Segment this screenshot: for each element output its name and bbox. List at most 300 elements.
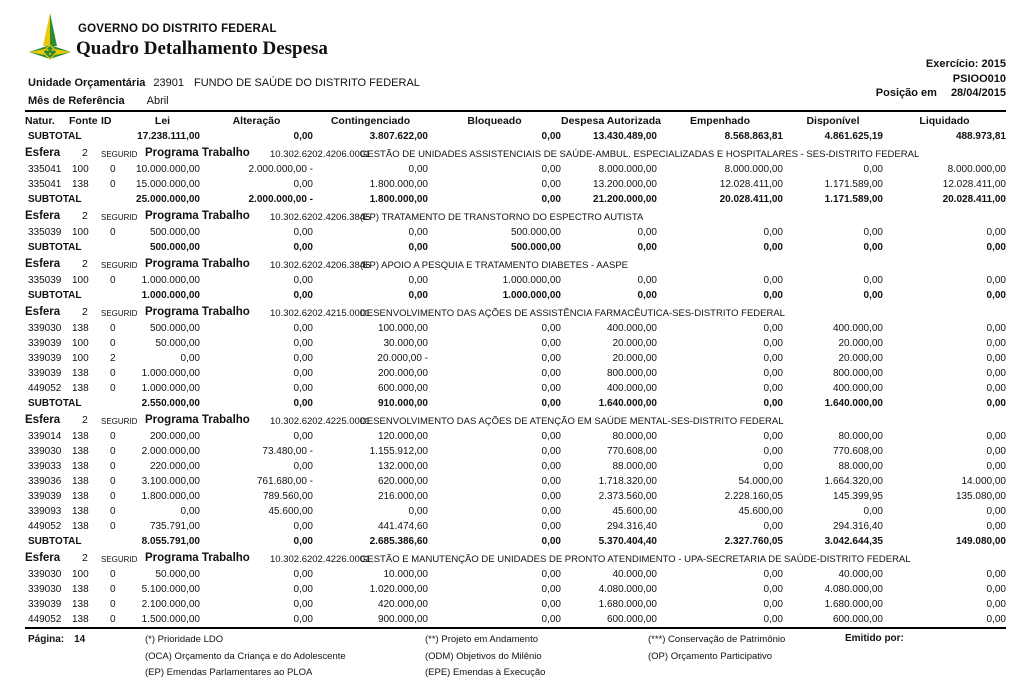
value-cell: 620.000,00 — [377, 476, 428, 487]
table-row — [25, 429, 1006, 444]
value-cell: 50.000,00 — [155, 569, 200, 580]
value-cell: 761.680,00 - — [256, 476, 313, 487]
column-header: Despesa Autorizada — [561, 115, 661, 127]
esfera-label: Esfera — [25, 210, 61, 222]
value-cell: 1.020.000,00 — [369, 584, 428, 595]
value-cell: 0,00 — [863, 506, 883, 517]
mes-referencia-line — [28, 95, 169, 107]
subtotal-value: 2.550.000,00 — [141, 398, 200, 409]
value-cell: 0,00 — [293, 461, 313, 472]
id-cell: 0 — [110, 368, 116, 379]
value-cell: 400.000,00 — [832, 323, 883, 334]
table-row — [25, 225, 1006, 240]
value-cell: 5.100.000,00 — [141, 584, 200, 595]
value-cell: 1.000.000,00 — [141, 383, 200, 394]
value-cell: 45.600,00 — [268, 506, 313, 517]
esfera-row — [25, 303, 1006, 321]
unidade-label: Unidade Orçamentária — [28, 77, 146, 89]
value-cell: 0,00 — [293, 338, 313, 349]
subtotal-value: 0,00 — [986, 398, 1006, 409]
table-row — [25, 489, 1006, 504]
esfera-value: 2 — [82, 306, 88, 318]
legend-item: (OCA) Orçamento da Criança e do Adolescente — [145, 650, 346, 662]
value-cell: 0,00 — [986, 383, 1006, 394]
page-number: 14 — [74, 634, 86, 645]
table-row — [25, 504, 1006, 519]
legend-item: (EPE) Emendas à Execução — [425, 667, 546, 678]
programa-trabalho-label: Programa Trabalho — [145, 210, 250, 222]
value-cell: 1.500.000,00 — [141, 614, 200, 625]
subtotal-value: 1.640.000,00 — [824, 398, 883, 409]
id-cell: 0 — [110, 164, 116, 175]
esfera-label: Esfera — [25, 258, 61, 270]
fonte-cell: 138 — [72, 368, 89, 379]
value-cell: 2.373.560,00 — [598, 491, 657, 502]
fonte-cell: 100 — [72, 227, 89, 238]
value-cell: 40.000,00 — [838, 569, 883, 580]
subtotal-value: 20.028.411,00 — [719, 194, 783, 205]
value-cell: 0,00 — [986, 584, 1006, 595]
legend-column-1 — [145, 632, 346, 681]
value-cell: 2.228.160,05 — [724, 491, 783, 502]
value-cell: 0,00 — [986, 431, 1006, 442]
natureza-cell: 339033 — [28, 461, 62, 472]
value-cell: 15.000.000,00 — [136, 179, 200, 190]
value-cell: 14.000,00 — [961, 476, 1006, 487]
natureza-cell: 339039 — [28, 353, 62, 364]
value-cell: 1.800.000,00 — [369, 179, 428, 190]
value-cell: 0,00 — [763, 383, 783, 394]
table-row — [25, 519, 1006, 534]
value-cell: 0,00 — [180, 353, 200, 364]
value-cell: 0,00 — [293, 431, 313, 442]
value-cell: 135.080,00 — [955, 491, 1006, 502]
value-cell: 0,00 — [293, 368, 313, 379]
value-cell: 80.000,00 — [612, 431, 657, 442]
subtotal-value: 17.238.111,00 — [137, 131, 200, 142]
subtotal-value: 8.568.863,81 — [724, 131, 783, 142]
natureza-cell: 335039 — [28, 227, 62, 238]
subtotal-value: 3.042.644,35 — [824, 536, 883, 547]
programa-trabalho-code: 10.302.6202.4206.0001 — [270, 149, 371, 160]
value-cell: 0,00 — [986, 614, 1006, 625]
subtotal-value: 0,00 — [763, 290, 783, 301]
value-cell: 0,00 — [541, 164, 561, 175]
subtotal-row — [25, 192, 1006, 207]
value-cell: 600.000,00 — [606, 614, 657, 625]
value-cell: 80.000,00 — [838, 431, 883, 442]
table-row — [25, 567, 1006, 582]
value-cell: 0,00 — [763, 599, 783, 610]
value-cell: 0,00 — [541, 446, 561, 457]
value-cell: 4.080.000,00 — [598, 584, 657, 595]
id-cell: 2 — [110, 353, 116, 364]
report-code: PSIOO010 — [952, 72, 1006, 85]
value-cell: 13.200.000,00 — [593, 179, 657, 190]
subtotal-value: 910.000,00 — [377, 398, 428, 409]
id-cell: 0 — [110, 275, 116, 286]
value-cell: 0,00 — [637, 275, 657, 286]
value-cell: 0,00 — [293, 353, 313, 364]
value-cell: 45.600,00 — [612, 506, 657, 517]
value-cell: 0,00 — [986, 323, 1006, 334]
unidade-name: FUNDO DE SAÚDE DO DISTRITO FEDERAL — [193, 77, 420, 89]
fonte-cell: 100 — [72, 164, 89, 175]
value-cell: 220.000,00 — [149, 461, 200, 472]
subtotal-value: 0,00 — [293, 290, 313, 301]
natureza-cell: 339039 — [28, 599, 62, 610]
subtotal-value: 0,00 — [763, 398, 783, 409]
value-cell: 500.000,00 — [149, 227, 200, 238]
subtotal-value: 0,00 — [293, 131, 313, 142]
value-cell: 4.080.000,00 — [824, 584, 883, 595]
legend-item: (**) Projeto em Andamento — [425, 634, 539, 645]
id-cell: 0 — [110, 569, 116, 580]
table-row — [25, 351, 1006, 366]
fonte-cell: 138 — [72, 614, 89, 625]
table-row — [25, 177, 1006, 192]
value-cell: 10.000,00 — [383, 569, 428, 580]
fonte-cell: 138 — [72, 461, 89, 472]
subtotal-value: 4.861.625,19 — [824, 131, 883, 142]
programa-trabalho-desc: GESTÃO DE UNIDADES ASSISTENCIAIS DE SAÚDE-AMBUL. ESPECIALIZADAS E HOSPITALARES - SES-DISTRITO FEDERAL — [360, 149, 920, 160]
value-cell: 0,00 — [986, 338, 1006, 349]
value-cell: 0,00 — [763, 584, 783, 595]
fonte-cell: 138 — [72, 179, 89, 190]
value-cell: 1.171.589,00 — [824, 179, 883, 190]
natureza-cell: 339039 — [28, 338, 62, 349]
column-header: Disponível — [806, 115, 860, 127]
subtotal-value: 0,00 — [763, 242, 783, 253]
value-cell: 0,00 — [293, 323, 313, 334]
legend-item: (OP) Orçamento Participativo — [648, 650, 773, 662]
id-cell: 0 — [110, 506, 116, 517]
value-cell: 770.608,00 — [606, 446, 657, 457]
value-cell: 0,00 — [763, 431, 783, 442]
subtotal-value: 1.000.000,00 — [141, 290, 200, 301]
legend-item: (EP) Emendas Parlamentares ao PLOA — [145, 667, 313, 678]
value-cell: 0,00 — [293, 179, 313, 190]
value-cell: 0,00 — [541, 461, 561, 472]
programa-trabalho-desc: DESENVOLVIMENTO DAS AÇÕES DE ATENÇÃO EM SAÚDE MENTAL-SES-DISTRITO FEDERAL — [360, 416, 784, 427]
value-cell: 0,00 — [408, 506, 428, 517]
value-cell: 0,00 — [293, 569, 313, 580]
esfera-value: 2 — [82, 414, 88, 426]
fonte-cell: 138 — [72, 383, 89, 394]
subtotal-label: SUBTOTAL — [28, 194, 82, 205]
column-header: Lei — [154, 115, 171, 127]
esfera-value: 2 — [82, 147, 88, 159]
seguridade-label: SEGURID — [101, 309, 138, 318]
natureza-cell: 339030 — [28, 323, 62, 334]
value-cell: 0,00 — [986, 461, 1006, 472]
value-cell: 0,00 — [541, 338, 561, 349]
subtotal-row — [25, 129, 1006, 144]
programa-trabalho-desc: GESTÃO E MANUTENÇÃO DE UNIDADES DE PRONTO ATENDIMENTO - UPA-SECRETARIA DE SAÚDE-DISTRITO FEDERAL — [360, 554, 911, 565]
natureza-cell: 339030 — [28, 446, 62, 457]
programa-trabalho-code: 10.302.6202.4206.3846 — [270, 260, 371, 271]
id-cell: 0 — [110, 383, 116, 394]
subtotal-label: SUBTOTAL — [28, 398, 82, 409]
id-cell: 0 — [110, 461, 116, 472]
subtotal-value: 20.028.411,00 — [942, 194, 1006, 205]
seguridade-label: SEGURID — [101, 150, 138, 159]
table-row — [25, 381, 1006, 396]
value-cell: 10.000.000,00 — [136, 164, 200, 175]
subtotal-value: 0,00 — [293, 536, 313, 547]
programa-trabalho-label: Programa Trabalho — [145, 258, 250, 270]
esfera-label: Esfera — [25, 414, 61, 426]
value-cell: 0,00 — [541, 506, 561, 517]
value-cell: 50.000,00 — [155, 338, 200, 349]
id-cell: 0 — [110, 599, 116, 610]
value-cell: 420.000,00 — [377, 599, 428, 610]
fonte-cell: 138 — [72, 323, 89, 334]
value-cell: 0,00 — [863, 275, 883, 286]
value-cell: 2.000.000,00 - — [248, 164, 313, 175]
subtotal-value: 0,00 — [541, 194, 561, 205]
value-cell: 0,00 — [541, 431, 561, 442]
value-cell: 441.474,60 — [377, 521, 428, 532]
value-cell: 8.000.000,00 — [947, 164, 1006, 175]
column-header: ID — [101, 115, 112, 127]
column-header: Empenhado — [689, 115, 751, 127]
value-cell: 0,00 — [763, 227, 783, 238]
subtotal-row — [25, 240, 1006, 255]
subtotal-value: 25.000.000,00 — [136, 194, 200, 205]
natureza-cell: 339036 — [28, 476, 62, 487]
exercicio-label: Exercício: 2015 — [925, 58, 1006, 70]
subtotal-value: 1.800.000,00 — [369, 194, 428, 205]
subtotal-value: 21.200.000,00 — [593, 194, 657, 205]
value-cell: 0,00 — [408, 227, 428, 238]
value-cell: 120.000,00 — [377, 431, 428, 442]
value-cell: 0,00 — [541, 353, 561, 364]
value-cell: 216.000,00 — [377, 491, 428, 502]
esfera-value: 2 — [82, 552, 88, 564]
value-cell: 54.000,00 — [738, 476, 783, 487]
emitted-by-label: Emitido por: — [845, 633, 904, 644]
value-cell: 500.000,00 — [149, 323, 200, 334]
subtotal-value: 5.370.404,40 — [598, 536, 657, 547]
subtotal-value: 0,00 — [986, 242, 1006, 253]
value-cell: 0,00 — [541, 491, 561, 502]
subtotal-value: 3.807.622,00 — [369, 131, 428, 142]
value-cell: 0,00 — [180, 506, 200, 517]
legend-column-3 — [648, 632, 785, 665]
subtotal-value: 2.685.386,60 — [369, 536, 428, 547]
value-cell: 0,00 — [763, 275, 783, 286]
esfera-row — [25, 255, 1006, 273]
fonte-cell: 138 — [72, 521, 89, 532]
column-header: Natur. — [25, 115, 55, 127]
unidade-code: 23901 — [153, 77, 184, 89]
value-cell: 20.000,00 — [838, 338, 883, 349]
subtotal-row — [25, 534, 1006, 549]
table-row — [25, 459, 1006, 474]
org-name: GOVERNO DO DISTRITO FEDERAL — [78, 23, 277, 35]
column-header: Alteração — [232, 115, 281, 127]
subtotal-value: 149.080,00 — [955, 536, 1006, 547]
value-cell: 45.600,00 — [738, 506, 783, 517]
subtotal-value: 2.000.000,00 - — [248, 194, 313, 205]
value-cell: 0,00 — [986, 353, 1006, 364]
value-cell: 100.000,00 — [377, 323, 428, 334]
subtotal-value: 500.000,00 — [510, 242, 561, 253]
value-cell: 20.000,00 — [612, 353, 657, 364]
fonte-cell: 138 — [72, 506, 89, 517]
table-row — [25, 366, 1006, 381]
value-cell: 20.000,00 — [838, 353, 883, 364]
value-cell: 1.718.320,00 — [598, 476, 657, 487]
top-rule — [25, 110, 1006, 112]
table-row — [25, 162, 1006, 177]
id-cell: 0 — [110, 584, 116, 595]
fonte-cell: 100 — [72, 569, 89, 580]
value-cell: 20.000,00 - — [377, 353, 428, 364]
value-cell: 0,00 — [541, 476, 561, 487]
id-cell: 0 — [110, 476, 116, 487]
value-cell: 294.316,40 — [832, 521, 883, 532]
value-cell: 0,00 — [763, 569, 783, 580]
value-cell: 400.000,00 — [832, 383, 883, 394]
value-cell: 8.000.000,00 — [724, 164, 783, 175]
subtotal-value: 0,00 — [863, 290, 883, 301]
value-cell: 735.791,00 — [149, 521, 200, 532]
legend-column-2 — [425, 632, 545, 681]
seguridade-label: SEGURID — [101, 555, 138, 564]
subtotal-value: 8.055.791,00 — [141, 536, 200, 547]
value-cell: 88.000,00 — [612, 461, 657, 472]
subtotal-value: 0,00 — [293, 242, 313, 253]
id-cell: 0 — [110, 431, 116, 442]
subtotal-label: SUBTOTAL — [28, 290, 82, 301]
esfera-label: Esfera — [25, 552, 61, 564]
table-row — [25, 612, 1006, 627]
subtotal-label: SUBTOTAL — [28, 536, 82, 547]
value-cell: 0,00 — [408, 275, 428, 286]
value-cell: 0,00 — [541, 383, 561, 394]
programa-trabalho-desc: DESENVOLVIMENTO DAS AÇÕES DE ASSISTÊNCIA FARMACÊUTICA-SES-DISTRITO FEDERAL — [360, 308, 785, 319]
subtotal-row — [25, 396, 1006, 411]
natureza-cell: 339039 — [28, 491, 62, 502]
value-cell: 900.000,00 — [377, 614, 428, 625]
value-cell: 1.680.000,00 — [824, 599, 883, 610]
natureza-cell: 339030 — [28, 569, 62, 580]
esfera-row — [25, 207, 1006, 225]
value-cell: 0,00 — [986, 446, 1006, 457]
expense-table — [25, 114, 1006, 627]
subtotal-value: 2.327.760,05 — [724, 536, 783, 547]
value-cell: 0,00 — [541, 569, 561, 580]
report-meta — [876, 57, 1006, 101]
value-cell: 0,00 — [986, 227, 1006, 238]
natureza-cell: 335039 — [28, 275, 62, 286]
value-cell: 88.000,00 — [838, 461, 883, 472]
page-title: Quadro Detalhamento Despesa — [76, 38, 328, 59]
value-cell: 0,00 — [293, 227, 313, 238]
value-cell: 0,00 — [863, 227, 883, 238]
natureza-cell: 335041 — [28, 164, 62, 175]
value-cell: 0,00 — [541, 599, 561, 610]
programa-trabalho-code: 10.302.6202.4226.0001 — [270, 554, 371, 565]
table-header-row — [25, 114, 1006, 129]
value-cell: 789.560,00 — [262, 491, 313, 502]
subtotal-value: 0,00 — [293, 398, 313, 409]
esfera-row — [25, 549, 1006, 567]
subtotal-label: SUBTOTAL — [28, 131, 82, 142]
posicao-line: Posição em 28/04/2015 — [875, 87, 1006, 99]
value-cell: 0,00 — [293, 599, 313, 610]
value-cell: 0,00 — [763, 323, 783, 334]
value-cell: 0,00 — [763, 614, 783, 625]
programa-trabalho-label: Programa Trabalho — [145, 414, 250, 426]
fonte-cell: 100 — [72, 275, 89, 286]
value-cell: 800.000,00 — [832, 368, 883, 379]
legend-item: (*) Prioridade LDO — [145, 634, 224, 645]
subtotal-value: 500.000,00 — [149, 242, 200, 253]
seguridade-label: SEGURID — [101, 261, 138, 270]
value-cell: 0,00 — [541, 179, 561, 190]
value-cell: 200.000,00 — [377, 368, 428, 379]
value-cell: 12.028.411,00 — [719, 179, 783, 190]
value-cell: 145.399,95 — [832, 491, 883, 502]
esfera-row — [25, 144, 1006, 162]
value-cell: 0,00 — [986, 275, 1006, 286]
value-cell: 0,00 — [293, 383, 313, 394]
value-cell: 294.316,40 — [606, 521, 657, 532]
natureza-cell: 449052 — [28, 521, 62, 532]
page-indicator: Página: 14 — [28, 634, 86, 645]
subtotal-value: 0,00 — [541, 398, 561, 409]
programa-trabalho-label: Programa Trabalho — [145, 552, 250, 564]
programa-trabalho-label: Programa Trabalho — [145, 306, 250, 318]
value-cell: 0,00 — [541, 368, 561, 379]
value-cell: 12.028.411,00 — [942, 179, 1006, 190]
programa-trabalho-code: 10.302.6202.4206.3845 — [270, 212, 371, 223]
value-cell: 132.000,00 — [377, 461, 428, 472]
column-header: Contingenciado — [330, 115, 411, 127]
value-cell: 0,00 — [408, 164, 428, 175]
fonte-cell: 138 — [72, 599, 89, 610]
programa-trabalho-code: 10.302.6202.4215.0001 — [270, 308, 371, 319]
subtotal-value: 0,00 — [408, 290, 428, 301]
value-cell: 200.000,00 — [149, 431, 200, 442]
value-cell: 0,00 — [637, 227, 657, 238]
value-cell: 0,00 — [986, 599, 1006, 610]
value-cell: 0,00 — [541, 521, 561, 532]
posicao-date: 28/04/2015 — [950, 87, 1006, 99]
subtotal-value: 1.000.000,00 — [502, 290, 561, 301]
value-cell: 1.664.320,00 — [824, 476, 883, 487]
value-cell: 400.000,00 — [606, 383, 657, 394]
value-cell: 2.100.000,00 — [141, 599, 200, 610]
column-header: Fonte — [69, 115, 98, 127]
fonte-cell: 100 — [72, 353, 89, 364]
esfera-label: Esfera — [25, 147, 61, 159]
esfera-label: Esfera — [25, 306, 61, 318]
value-cell: 0,00 — [986, 569, 1006, 580]
fonte-cell: 138 — [72, 446, 89, 457]
value-cell: 8.000.000,00 — [598, 164, 657, 175]
table-row — [25, 321, 1006, 336]
value-cell: 1.000.000,00 — [141, 368, 200, 379]
value-cell: 0,00 — [763, 521, 783, 532]
value-cell: 3.100.000,00 — [141, 476, 200, 487]
table-row — [25, 582, 1006, 597]
programa-trabalho-label: Programa Trabalho — [145, 147, 250, 159]
value-cell: 1.000.000,00 — [502, 275, 561, 286]
